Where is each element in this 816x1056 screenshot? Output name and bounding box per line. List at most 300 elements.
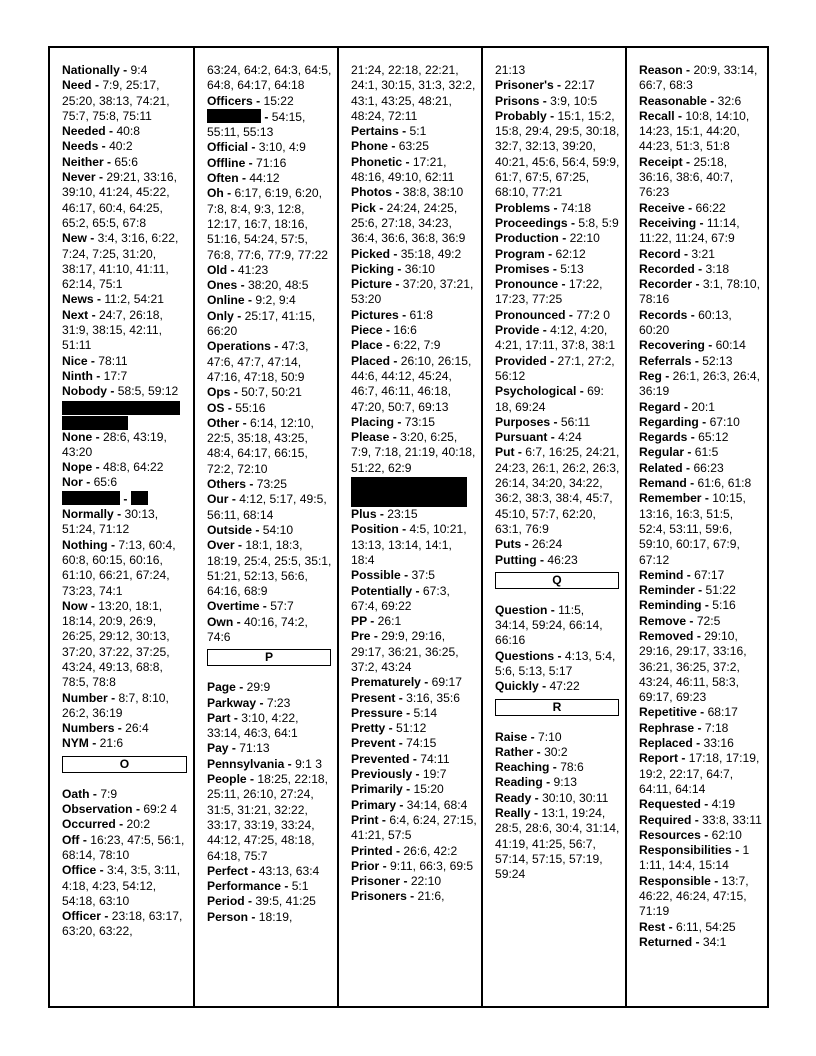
index-term: Never (62, 170, 96, 185)
index-term: None (62, 429, 93, 444)
dash-separator: - (549, 261, 561, 276)
index-term: Nice (62, 353, 88, 368)
index-entry (639, 813, 763, 828)
index-term: Recovering (639, 338, 705, 353)
index-term: Responsibilities (639, 843, 732, 858)
index-term: Piece (351, 323, 383, 338)
index-entry (495, 109, 621, 201)
index-entry (639, 705, 763, 720)
page-line-references: 66:23 (693, 460, 724, 475)
index-term: Over (207, 538, 235, 553)
dash-separator: - (88, 307, 99, 322)
section-letter-header: P (207, 649, 331, 666)
index-entry (351, 124, 477, 139)
dash-separator: - (531, 790, 543, 805)
index-entry (207, 711, 333, 742)
dash-separator: - (527, 729, 539, 744)
index-entry (495, 730, 621, 745)
index-term: Pronounce (495, 277, 559, 292)
page-line-references: 11:2, 54:21 (104, 292, 164, 307)
index-term: Placing (351, 414, 395, 429)
index-entry (495, 415, 621, 430)
dash-separator: - (684, 445, 695, 460)
page-line-references: 30:2 (544, 744, 568, 759)
index-entry (495, 231, 621, 246)
index-term: Prevented (351, 751, 410, 766)
index-term: Ninth (62, 368, 93, 383)
dash-separator: - (406, 889, 418, 904)
page-line-references: 60:13, 60:20 (639, 307, 732, 338)
index-term: Officers (207, 93, 253, 108)
index-entry (639, 828, 763, 843)
page-line-references: 50:7, 50:21 (241, 385, 302, 400)
dash-separator: - (691, 353, 703, 368)
page-line-references: 4:24 (558, 430, 582, 445)
index-column-3 (337, 48, 481, 1006)
index-term: Provide (495, 323, 540, 338)
dash-separator: - (230, 385, 242, 400)
dash-separator: - (394, 261, 405, 276)
index-column-5 (625, 48, 767, 1006)
index-term: Referrals (639, 353, 692, 368)
index-entry (495, 537, 621, 552)
page-line-references: 26:10, 26:15, 44:6, 44:12, 45:24, 46:7, 46:11, 46:18, 47:20, 50:7, 69:13 (351, 353, 472, 414)
page-line-references: 3:18 (705, 261, 730, 276)
index-entry (639, 216, 763, 247)
page-line-references: 71:16 (256, 155, 287, 170)
dash-separator: - (539, 93, 551, 108)
page-line-references: 47:3, 47:6, 47:7, 47:14, 47:16, 47:18, 50:9 (207, 339, 309, 384)
index-entry (639, 797, 763, 812)
index-entry (62, 538, 189, 599)
index-term: OS (207, 400, 225, 415)
page-line-references: 4:19 (711, 797, 736, 812)
page-line-references: 7:9, 25:17, 25:20, 38:13, 74:21, 75:7, 75:8, 75:11 (62, 78, 170, 123)
index-entry (351, 798, 477, 813)
index-term: Records (639, 307, 688, 322)
index-entry (351, 752, 477, 767)
index-entry (207, 864, 333, 879)
dash-separator: - (533, 744, 545, 759)
dash-separator: - (546, 353, 558, 368)
dash-separator: - (89, 786, 101, 801)
index-entry (351, 247, 477, 262)
page-line-references: 32:6 (717, 93, 742, 108)
index-term: Repetitive (639, 705, 697, 720)
page-line-references: 21:6, (417, 889, 445, 904)
page-line-references: 37:5 (411, 568, 436, 583)
index-entry (639, 568, 763, 583)
index-term: PP (351, 614, 367, 629)
page-line-references: 21:13 (495, 63, 526, 77)
page-line-references: 25:18, 36:16, 38:6, 40:7, 76:23 (639, 154, 734, 200)
dash-separator: - (248, 140, 259, 155)
page-line-references: 69:17 (431, 675, 462, 690)
page-line-references: 3:10, 4:22, 33:14, 46:3, 64:1 (207, 710, 299, 741)
index-term: Prior (351, 858, 380, 873)
page-line-references: 71:13 (239, 741, 270, 756)
index-term: Problems (495, 200, 551, 215)
index-entry (639, 262, 763, 277)
dash-separator: - (412, 767, 423, 782)
dash-separator: - (389, 430, 401, 445)
index-entry (639, 308, 763, 339)
index-term: Off (62, 832, 80, 847)
index-term: Nationally (62, 63, 120, 77)
index-term: Required (639, 812, 692, 827)
dash-separator: - (400, 568, 412, 583)
dash-separator: - (687, 307, 699, 322)
page-line-references: 56:11 (560, 414, 591, 429)
dash-separator: - (701, 491, 713, 506)
index-entry (207, 599, 333, 614)
index-entry (639, 629, 763, 705)
index-entry (207, 339, 333, 385)
index-entry (207, 523, 333, 538)
dash-separator: - (98, 139, 110, 154)
index-entry (62, 384, 189, 399)
index-term: Neither (62, 154, 104, 169)
dash-separator: - (677, 751, 689, 766)
page-line-references: 72:5 (696, 613, 721, 628)
index-term: Now (62, 598, 88, 613)
index-entry (639, 201, 763, 216)
dash-separator: - (694, 261, 706, 276)
page-line-references: 22:17 (564, 78, 595, 93)
redaction-bar (207, 109, 261, 123)
page-line-references: 26:1 (377, 614, 402, 629)
page-line-references: 7:18 (704, 720, 729, 735)
index-term: Prisoner (351, 874, 401, 889)
index-term: People (207, 772, 247, 787)
dash-separator: - (259, 599, 271, 614)
page-line-references: 39:5, 41:25 (255, 894, 316, 909)
page-line-references: 62:10 (711, 827, 742, 842)
index-term: Pre (351, 629, 371, 644)
dash-separator: - (547, 602, 559, 617)
redaction-bar (351, 477, 467, 507)
index-entry (351, 262, 477, 277)
index-entry (62, 863, 189, 909)
index-term: Regarding (639, 414, 699, 429)
index-entry (639, 736, 763, 751)
index-term: Oh (207, 186, 224, 201)
index-column-4 (481, 48, 625, 1006)
page-line-references: 77:2 0 (576, 307, 610, 322)
section-letter-header: R (495, 699, 619, 716)
dash-separator: - (392, 843, 404, 858)
index-entry (351, 889, 477, 904)
index-entry (207, 94, 333, 109)
page-line-references: 15:1, 15:2, 15:8, 29:4, 29:5, 30:18, 32:7, 32:13, 39:20, 40:21, 45:6, 56:4, 59:9, 61:7, 67:5, 67:25, 68:10, 77:21 (495, 108, 620, 200)
page-line-references: 74:15 (406, 736, 437, 751)
index-term: Nobody (62, 384, 108, 399)
dash-separator: - (370, 629, 382, 644)
page-line-references: 52:13 (702, 353, 733, 368)
page-line-references: 74:11 (420, 751, 450, 766)
dash-separator: - (366, 614, 378, 629)
index-entry (639, 63, 763, 94)
dash-separator: - (696, 705, 708, 720)
page-line-references: 7:9 (100, 786, 118, 801)
dash-separator: - (692, 277, 703, 292)
dash-separator: - (93, 292, 105, 307)
page-line-references: 60:14 (715, 338, 746, 353)
index-entry (207, 278, 333, 293)
index-term: Reading (495, 775, 543, 790)
dash-separator: - (409, 751, 421, 766)
index-term: Potentially (351, 583, 413, 598)
page-line-references: 33:8, 33:11 (702, 812, 762, 827)
index-entry (62, 369, 189, 384)
page-line-references: 29:21, 33:16, 39:10, 41:24, 45:22, 46:17, 60:4, 64:25, 65:2, 65:5, 67:8 (62, 170, 177, 230)
index-entry (639, 109, 763, 155)
dash-separator: - (696, 215, 707, 230)
index-entry (639, 369, 763, 400)
dash-separator: - (382, 323, 394, 338)
index-entry (351, 522, 477, 568)
dash-separator: - (392, 277, 403, 292)
index-term: Placed (351, 353, 390, 368)
dash-separator: - (375, 200, 387, 215)
page-line-references: 61:6, 61:8 (697, 476, 752, 491)
dash-separator: - (546, 108, 558, 123)
index-entry (639, 874, 763, 920)
page-line-references: 23:15 (387, 507, 418, 522)
index-term: Position (351, 522, 399, 537)
index-entry (351, 507, 477, 522)
index-entry (639, 461, 763, 476)
page-line-references: 26:24 (531, 537, 563, 552)
index-entry (495, 216, 621, 231)
page-line-references: 33:16 (703, 736, 734, 751)
index-term: Occurred (62, 817, 116, 832)
index-entry (495, 553, 621, 568)
index-term: Quickly (495, 679, 539, 694)
dash-separator: - (248, 909, 259, 924)
index-term: Place (351, 338, 383, 353)
index-term: Print (351, 812, 379, 827)
index-term: Removed (639, 628, 694, 643)
index-entry (639, 476, 763, 491)
page-line-references: 30:10, 30:11 (542, 790, 609, 805)
page-line-references: 17:22, 17:23, 77:25 (495, 277, 603, 307)
page-line-references: 3:4, 3:16, 6:22, 7:24, 7:25, 31:20, 38:17, 41:10, 41:11, 62:14, 75:1 (62, 231, 179, 292)
index-entry (351, 155, 477, 186)
dash-separator: - (376, 507, 388, 522)
page-line-references: 41:23 (237, 262, 269, 277)
dash-separator: - (544, 246, 556, 261)
index-entry (495, 323, 621, 354)
page-line-references: 29:9 (246, 680, 271, 695)
index-entry (62, 460, 189, 475)
page-line-references: 9:4 (130, 63, 148, 77)
index-term: Overtime (207, 599, 260, 614)
dash-separator: - (107, 384, 118, 399)
page-line-references: 17:21, 48:16, 49:10, 62:11 (351, 154, 455, 185)
index-entry (62, 170, 189, 231)
dash-separator: - (700, 827, 712, 842)
dash-separator: - (228, 741, 240, 756)
index-term: Reminding (639, 598, 702, 613)
page-line-references: 10:15, 13:16, 16:3, 51:5, 52:4, 53:11, 59:6, 59:10, 60:17, 67:9, 67:12 (639, 491, 746, 567)
index-term: Officer (62, 909, 101, 924)
page-line-references: 5:14 (413, 705, 438, 720)
dash-separator: - (256, 695, 267, 710)
page-line-references: 34:14, 68:4 (406, 797, 468, 812)
redacted-entry (62, 491, 189, 507)
dash-separator: - (692, 736, 704, 751)
page-line-references: 4:12, 5:17, 49:5, 56:11, 68:14 (207, 492, 327, 522)
dash-separator: - (230, 710, 242, 725)
dash-separator: - (390, 246, 401, 261)
index-entry (207, 263, 333, 278)
index-term: Returned (639, 934, 693, 949)
index-term: Possible (351, 568, 401, 583)
page-line-references: 17:7 (103, 368, 128, 383)
index-entry (639, 598, 763, 613)
dash-separator: - (698, 414, 710, 429)
dash-separator: - (549, 760, 561, 775)
index-entry (62, 155, 189, 170)
dash-separator: - (92, 429, 103, 444)
dash-separator: - (558, 277, 569, 292)
dash-separator: - (237, 278, 248, 293)
index-term: Need (62, 78, 92, 93)
index-term: Report (639, 751, 678, 766)
index-entry (351, 736, 477, 751)
index-term: Reasonable (639, 93, 707, 108)
index-term: Period (207, 894, 245, 909)
dash-separator: - (398, 124, 410, 139)
dash-separator: - (115, 817, 127, 832)
index-entry (62, 139, 189, 154)
page-line-references: 5:8, 5:9 (578, 215, 619, 230)
page-line-references: 9:13 (553, 775, 578, 790)
dash-separator: - (661, 368, 673, 383)
dash-separator: - (79, 832, 91, 847)
index-entry (495, 63, 621, 78)
page-line-references: 29:10, 29:16, 29:17, 33:16, 36:21, 36:25, 37:2, 43:24, 46:11, 58:3, 69:17, 69:23 (639, 628, 747, 705)
dash-separator: - (402, 782, 414, 797)
index-entry (62, 691, 189, 722)
index-entry (62, 507, 189, 538)
index-term: Remand (639, 476, 687, 491)
dash-separator: - (412, 583, 423, 598)
index-term: Recorded (639, 261, 695, 276)
dash-separator: - (113, 507, 125, 522)
dash-separator: - (665, 919, 676, 934)
dash-separator: - (114, 721, 126, 736)
index-term: Parkway (207, 695, 257, 710)
page-line-references: 7:13, 60:4, 60:8, 60:15, 60:16, 61:10, 66:21, 67:24, 73:23, 74:1 (62, 537, 176, 598)
page-line-references: 51:22 (705, 583, 736, 598)
index-entry (495, 94, 621, 109)
page-line-references: 26:6, 42:2 (403, 843, 458, 858)
page-line-references: 20:9, 33:14, 66:7, 68:3 (639, 63, 758, 93)
page-line-references: 27:1, 27:2, 56:12 (495, 353, 615, 383)
dash-separator: - (91, 78, 103, 93)
page-line-references: 11:5, 34:14, 59:24, 66:14, 66:16 (495, 602, 603, 648)
dash-separator: - (558, 231, 570, 246)
index-entry (351, 430, 477, 476)
index-term: Outside (207, 522, 253, 537)
dash-separator: - (280, 879, 292, 894)
index-entry (351, 323, 477, 338)
dash-separator: - (692, 934, 703, 949)
index-entry (207, 910, 333, 925)
dash-separator: - (683, 567, 695, 582)
index-entry (207, 401, 333, 416)
dash-separator: - (95, 170, 107, 185)
index-entry (351, 844, 477, 859)
page-line-references: 40:16, 74:2, 74:6 (207, 614, 308, 644)
index-entry (207, 538, 333, 599)
page-line-references: 10:8, 14:10, 14:23, 15:1, 44:20, 44:23, 51:3, 51:8 (639, 108, 750, 154)
page-line-references: 46:23 (547, 552, 578, 567)
index-entry (207, 615, 333, 646)
page-line-references: 3:10, 4:9 (258, 140, 306, 155)
index-term: Pressure (351, 705, 403, 720)
page-line-references: 51:12 (396, 721, 427, 736)
dash-separator: - (694, 583, 706, 598)
dash-separator: - (264, 109, 272, 124)
page-line-references: 66:22 (695, 200, 726, 215)
dash-separator: - (701, 598, 713, 613)
index-term: Questions (495, 648, 555, 663)
index-entry (207, 696, 333, 711)
page-line-references: 73:25 (256, 477, 287, 492)
index-entry (495, 649, 621, 680)
dash-separator: - (382, 338, 394, 353)
index-entry (207, 894, 333, 909)
page-line-references: 13:7, 46:22, 46:24, 47:15, 71:19 (639, 873, 749, 919)
index-entry (639, 415, 763, 430)
page-line-references: 24:24, 24:25, 25:6, 27:18, 34:23, 36:4, 36:6, 36:8, 36:9 (351, 200, 466, 246)
index-entry (495, 603, 621, 649)
dash-separator: - (394, 414, 405, 429)
page-line-references: 6:7, 16:25, 24:21, 24:23, 26:1, 26:2, 26:3, 26:14, 34:20, 34:22, 36:2, 38:3, 38:4, 45:7, 45:10, 57:7, 62:20, 63:1, 76:9 (495, 445, 620, 536)
dash-separator: - (674, 108, 686, 123)
dash-separator: - (402, 705, 414, 720)
page-line-references: 43:13, 63:4 (258, 863, 320, 878)
index-entry (495, 277, 621, 308)
page-line-references: 37:20, 37:21, 53:20 (351, 277, 474, 307)
index-entry (639, 94, 763, 109)
page-line-references: 4:12, 4:20, 4:21, 17:11, 37:8, 38:1 (495, 323, 616, 353)
index-entry (639, 843, 763, 874)
index-entry (351, 782, 477, 797)
index-entry (62, 292, 189, 307)
index-entry (351, 721, 477, 736)
index-term: Pay (207, 741, 229, 756)
index-entry (207, 109, 333, 141)
dash-separator: - (88, 736, 100, 751)
index-entry (351, 354, 477, 415)
index-entry (351, 201, 477, 247)
dash-separator: - (396, 797, 407, 812)
index-term: Phonetic (351, 154, 403, 169)
dash-separator: - (567, 215, 579, 230)
index-term: Put (495, 445, 515, 460)
page-line-references: 34:1 (702, 934, 727, 949)
index-term: Nope (62, 460, 93, 475)
dash-separator: - (538, 679, 550, 694)
page-line-references: 38:8, 38:10 (402, 185, 464, 200)
page-line-references: 67:3, 67:4, 69:22 (351, 583, 450, 613)
index-term: Rephrase (639, 720, 695, 735)
index-entry (495, 308, 621, 323)
